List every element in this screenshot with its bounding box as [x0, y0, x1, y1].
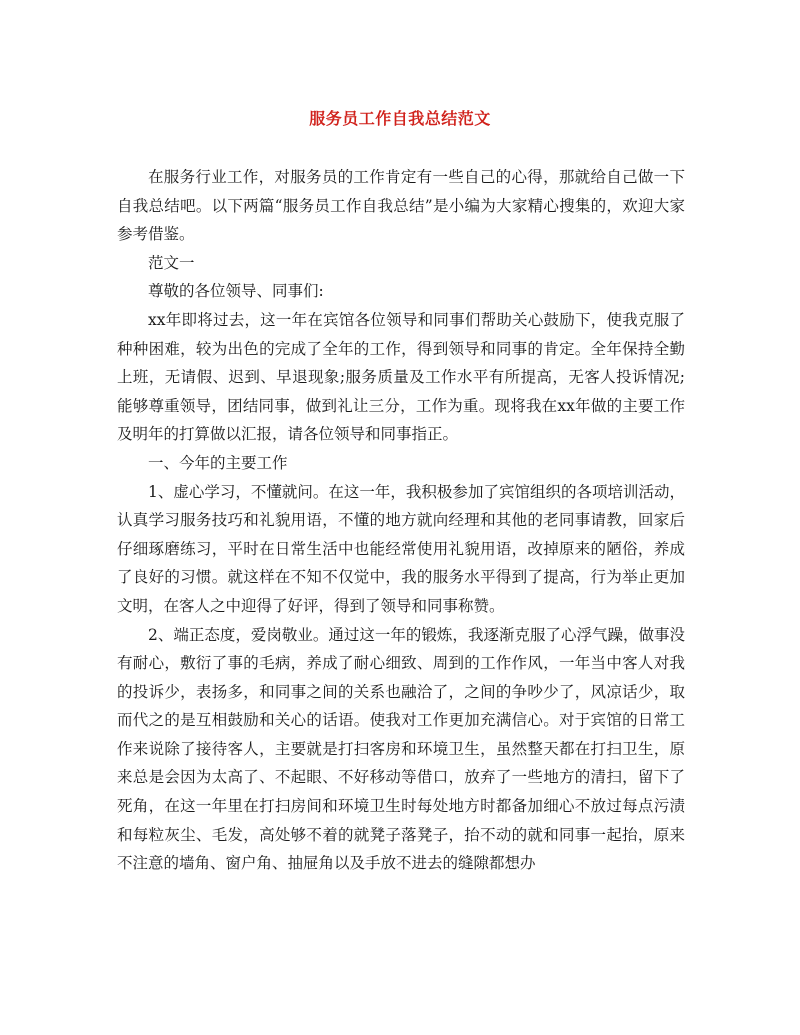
document-title: 服务员工作自我总结范文 [309, 109, 491, 128]
salutation: 尊敬的各位领导、同事们: [148, 282, 324, 301]
section-heading-sample-one: 范文一 [148, 253, 195, 272]
body-paragraph: 2、端正态度，爱岗敬业。通过这一年的锻炼，我逐渐克服了心浮气躁，做事没有耐心，敷衍了事的毛病，养成了耐心细致、周到的工作作风，一年当中客人对我的投诉少，表扬多，和同事之间的关系也融洽了，之间的争吵少了，风凉话少，取而代之的是互相鼓励和关心的话语。使我对工作更加充满信心。对于宾馆的日常工作来说除了接待客人，主要就是打扫客房和环境卫生，虽然整天都在打扫卫生，原来总是会因为太高了、不起眼、不好移动等借口，放弃了一些地方的清扫，留下了死角，在这一年里在打扫房间和环境卫生时每处地方时都备加细心不放过每点污渍和每粒灰尘、毛发，高处够不着的就凳子落凳子，抬不动的就和同事一起抬，原来不注意的墙角、窗户角、抽屉角以及手放不进去的缝隙都想办 [117, 625, 685, 873]
body-paragraph: 1、虚心学习，不懂就问。在这一年，我积极参加了宾馆组织的各项培训活动，认真学习服务技巧和礼貌用语，不懂的地方就向经理和其他的老同事请教，回家后仔细琢磨练习，平时在日常生活中也能经常使用礼貌用语，改掉原来的陋俗，养成了良好的习惯。就这样在不知不仅觉中，我的服务水平得到了提高，行为举止更加文明，在客人之中迎得了好评，得到了领导和同事称赞。 [117, 482, 685, 615]
document-body [117, 163, 685, 878]
section-heading-main-work: 一、今年的主要工作 [148, 453, 288, 472]
body-paragraph: xx年即将过去，这一年在宾馆各位领导和同事们帮助关心鼓励下，使我克服了种种困难，较为出色的完成了全年的工作，得到领导和同事的肯定。全年保持全勤上班，无请假、迟到、早退现象;服务质量及工作水平有所提高，无客人投诉情况;能够尊重领导，团结同事，做到礼让三分，工作为重。现将我在xx年做的主要工作及明年的打算做以汇报，请各位领导和同事指正。 [117, 310, 685, 444]
intro-paragraph: 在服务行业工作，对服务员的工作肯定有一些自己的心得，那就给自己做一下自我总结吧。以下两篇“服务员工作自我总结”是小编为大家精心搜集的，欢迎大家参考借鉴。 [117, 168, 685, 244]
